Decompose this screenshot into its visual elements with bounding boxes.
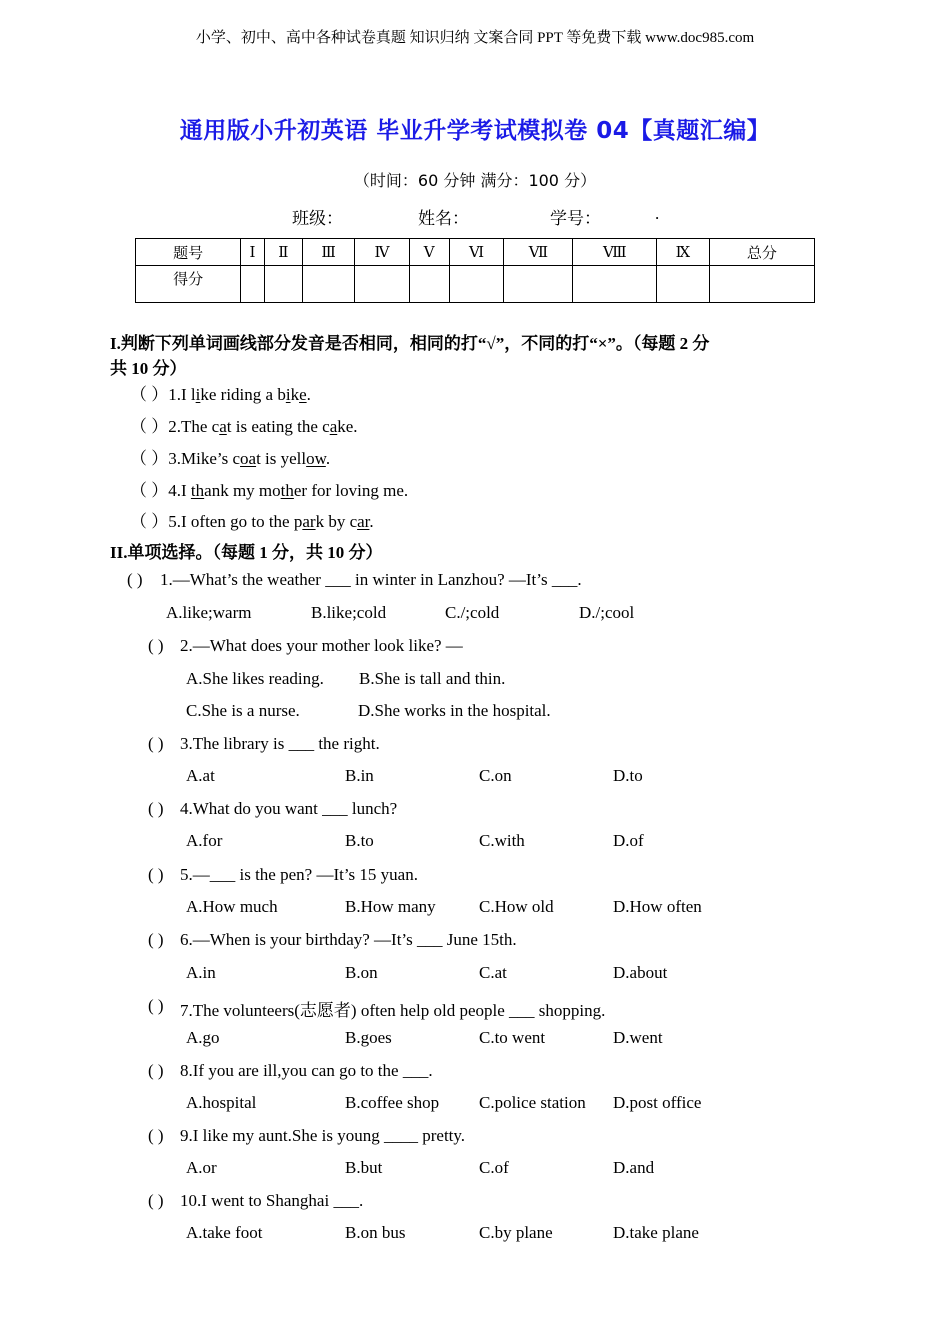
score-cell: Ⅱ xyxy=(264,239,302,266)
answer-paren[interactable]: （ ） xyxy=(130,512,169,531)
s2-q10-option-a: A.take foot xyxy=(186,1223,263,1242)
s2-q2-option-b: B.She is tall and thin. xyxy=(359,669,506,688)
answer-paren[interactable]: （ ） xyxy=(130,481,169,500)
score-cell: Ⅸ xyxy=(657,239,710,266)
s2-q10-option-b: B.on bus xyxy=(345,1223,406,1242)
s2-q5-option-c: C.How old xyxy=(479,897,554,916)
score-input-cell[interactable] xyxy=(409,266,449,303)
answer-paren[interactable]: ( ) xyxy=(148,1126,164,1145)
answer-paren[interactable]: ( ) xyxy=(148,636,164,655)
s2-q4-option-a: A.for xyxy=(186,831,223,850)
site-header: 小学、初中、高中各种试卷真题 知识归纳 文案合同 PPT 等免费下载 www.doc985.com xyxy=(195,30,755,46)
s2-q10-stem: 10.I went to Shanghai ___. xyxy=(180,1191,364,1210)
s2-q4-option-d: D.of xyxy=(613,831,644,850)
score-cell: Ⅳ xyxy=(355,239,409,266)
s2-q9-option-b: B.but xyxy=(345,1158,383,1177)
s1-q3: （ ）3.Mike’s coat is yellow. xyxy=(130,449,331,468)
score-input-cell[interactable] xyxy=(241,266,265,303)
s1-q5: （ ）5.I often go to the park by car. xyxy=(130,512,374,531)
s2-q4-option-c: C.with xyxy=(479,831,525,850)
s2-q4-stem: 4.What do you want ___ lunch? xyxy=(180,799,398,818)
score-cell: 总分 xyxy=(709,239,814,266)
s2-q8-stem: 8.If you are ill,you can go to the ___. xyxy=(180,1061,433,1080)
score-cell: Ⅵ xyxy=(449,239,504,266)
score-input-cell[interactable] xyxy=(573,266,657,303)
s2-q6-stem: 6.—When is your birthday? —It’s ___ June 15th. xyxy=(180,930,517,949)
s2-q1-option-c: C./;cold xyxy=(445,603,500,622)
s2-q1-stem: 1.—What’s the weather ___ in winter in Lanzhou? —It’s ___. xyxy=(160,570,582,589)
answer-paren[interactable]: ( ) xyxy=(148,799,164,818)
s2-q3-stem: 3.The library is ___ the right. xyxy=(180,734,380,753)
s2-q7-option-d: D.went xyxy=(613,1028,663,1047)
s2-q5-option-a: A.How much xyxy=(186,897,278,916)
s2-q9-option-c: C.of xyxy=(479,1158,509,1177)
s2-q8-option-a: A.hospital xyxy=(186,1093,257,1112)
score-input-cell[interactable] xyxy=(709,266,814,303)
answer-paren[interactable]: ( ) xyxy=(127,570,143,589)
score-cell: Ⅷ xyxy=(573,239,657,266)
s2-q2-stem: 2.—What does your mother look like? — xyxy=(180,636,463,655)
s2-q1-option-b: B.like;cold xyxy=(311,603,387,622)
score-cell: Ⅶ xyxy=(504,239,573,266)
s1-q4: （ ）4.I thank my mother for loving me. xyxy=(130,481,409,500)
score-table-score-row xyxy=(136,266,815,303)
score-cell: 题号 xyxy=(136,239,241,266)
s2-q6-option-a: A.in xyxy=(186,963,216,982)
section1-heading-cont: 共 10 分） xyxy=(110,359,187,378)
section2-heading: II.单项选择。（每题 1 分，共 10 分） xyxy=(110,543,383,562)
s2-q5-option-b: B.How many xyxy=(345,897,436,916)
answer-paren[interactable]: ( ) xyxy=(148,1061,164,1080)
time-score-info: （时间：60 分钟 满分：100 分） xyxy=(353,171,597,190)
s2-q3-option-c: C.on xyxy=(479,766,512,785)
answer-paren[interactable]: （ ） xyxy=(130,417,169,436)
s2-q1-option-a: A.like;warm xyxy=(166,603,252,622)
page-title: 通用版小升初英语 毕业升学考试模拟卷 04【真题汇编】 xyxy=(179,118,771,144)
s2-q7-option-b: B.goes xyxy=(345,1028,392,1047)
score-table xyxy=(135,238,815,303)
score-cell: Ⅴ xyxy=(409,239,449,266)
info-end-mark: . xyxy=(655,204,660,223)
s2-q2-option-d: D.She works in the hospital. xyxy=(358,701,551,720)
score-input-cell[interactable] xyxy=(449,266,504,303)
answer-paren[interactable]: ( ) xyxy=(148,734,164,753)
s2-q4-option-b: B.to xyxy=(345,831,374,850)
s2-q3-option-b: B.in xyxy=(345,766,374,785)
s2-q1-option-d: D./;cool xyxy=(579,603,635,622)
s2-q7-stem: 7.The volunteers(志愿者) often help old people ___ shopping. xyxy=(180,1001,606,1020)
s2-q6-option-d: D.about xyxy=(613,963,668,982)
s2-q9-stem: 9.I like my aunt.She is young ____ pretty. xyxy=(180,1126,466,1145)
s2-q10-option-d: D.take plane xyxy=(613,1223,699,1242)
score-input-cell[interactable] xyxy=(264,266,302,303)
s2-q10-option-c: C.by plane xyxy=(479,1223,553,1242)
s2-q8-option-c: C.police station xyxy=(479,1093,586,1112)
student-id-label: 学号： xyxy=(550,209,601,228)
s2-q6-option-c: C.at xyxy=(479,963,507,982)
s2-q7-option-a: A.go xyxy=(186,1028,220,1047)
s2-q9-option-d: D.and xyxy=(613,1158,655,1177)
s2-q3-option-a: A.at xyxy=(186,766,215,785)
score-row-label: 得分 xyxy=(136,266,241,303)
s2-q7-option-c: C.to went xyxy=(479,1028,546,1047)
s2-q8-option-d: D.post office xyxy=(613,1093,702,1112)
s2-q2-option-a: A.She likes reading. xyxy=(186,669,324,688)
answer-paren[interactable]: ( ) xyxy=(148,996,164,1015)
score-cell: Ⅰ xyxy=(241,239,265,266)
s2-q3-option-d: D.to xyxy=(613,766,643,785)
class-label: 班级： xyxy=(292,209,343,228)
answer-paren[interactable]: （ ） xyxy=(130,449,169,468)
s2-q8-option-b: B.coffee shop xyxy=(345,1093,440,1112)
score-input-cell[interactable] xyxy=(657,266,710,303)
score-input-cell[interactable] xyxy=(504,266,573,303)
section1-heading: I.判断下列单词画线部分发音是否相同，相同的打“√”，不同的打“×”。（每题 2 分 xyxy=(110,334,710,353)
score-table-header-row xyxy=(136,239,815,266)
answer-paren[interactable]: （ ） xyxy=(130,385,169,404)
s2-q6-option-b: B.on xyxy=(345,963,378,982)
s2-q9-option-a: A.or xyxy=(186,1158,217,1177)
s1-q2: （ ）2.The cat is eating the cake. xyxy=(130,417,358,436)
answer-paren[interactable]: ( ) xyxy=(148,1191,164,1210)
s2-q5-option-d: D.How often xyxy=(613,897,702,916)
name-label: 姓名： xyxy=(418,209,469,228)
score-input-cell[interactable] xyxy=(355,266,409,303)
score-input-cell[interactable] xyxy=(302,266,355,303)
answer-paren[interactable]: ( ) xyxy=(148,930,164,949)
score-cell: Ⅲ xyxy=(302,239,355,266)
s1-q1: （ ）1.I like riding a bike. xyxy=(130,385,311,404)
s2-q5-stem: 5.—___ is the pen? —It’s 15 yuan. xyxy=(180,865,418,884)
s2-q2-option-c: C.She is a nurse. xyxy=(186,701,300,720)
answer-paren[interactable]: ( ) xyxy=(148,865,164,884)
